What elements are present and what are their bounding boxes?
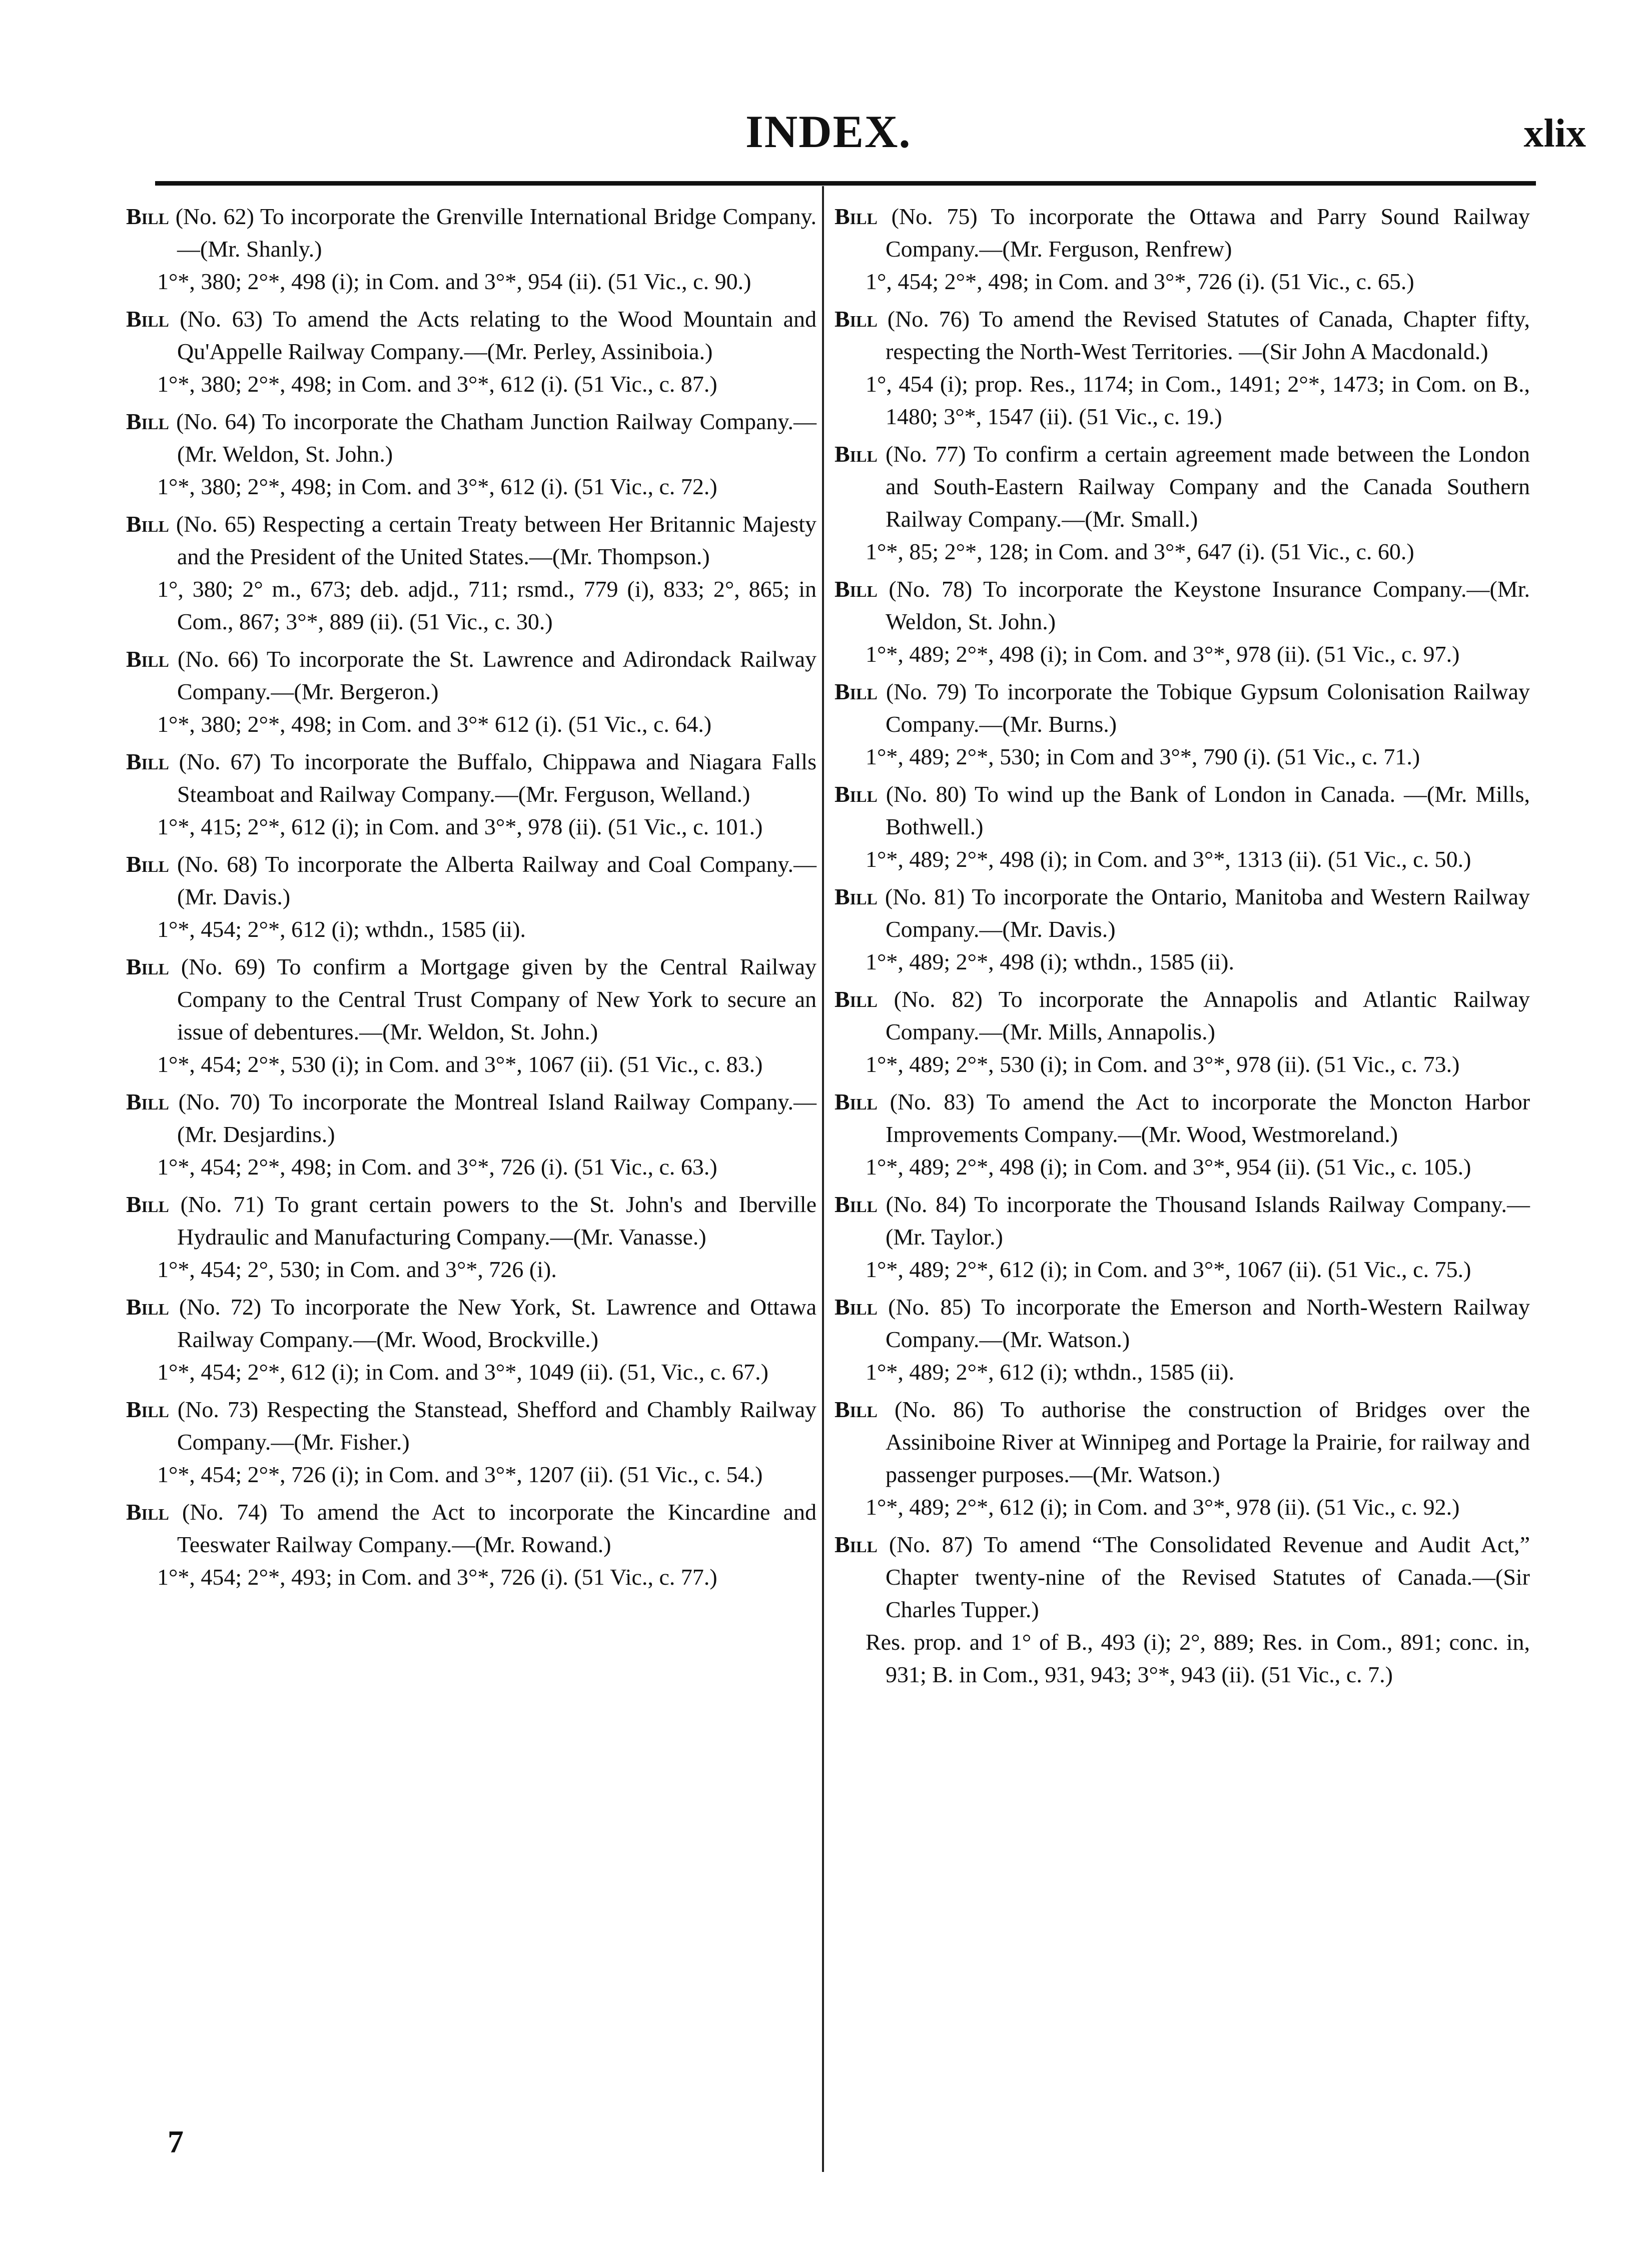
entry-title: (No. 81) To incorporate the Ontario, Manitoba and Western Railway Company.—(Mr. Davis.) bbox=[885, 884, 1530, 942]
bill-label: Bill bbox=[126, 749, 169, 774]
entry-title: (No. 77) To confirm a certain agreement made between the London and South-Eastern Railway Company and the Canada Southern Railway Company.—(Mr. Small.) bbox=[886, 441, 1530, 532]
index-entry bbox=[126, 848, 816, 945]
entry-title: (No. 85) To incorporate the Emerson and North-Western Railway Company.—(Mr. Watson.) bbox=[886, 1294, 1530, 1352]
entry-proceedings: 1°*, 454; 2°*, 498; in Com. and 3°*, 726 (i). (51 Vic., c. 63.) bbox=[157, 1154, 717, 1180]
entry-proceedings: Res. prop. and 1° of B., 493 (i); 2°, 889; Res. in Com., 891; conc. in, 931; B. in Com., 931, 943; 3°*, 943 (ii). (51 Vic., c. 7.) bbox=[866, 1629, 1530, 1687]
entry-heading bbox=[126, 200, 816, 265]
entry-heading bbox=[126, 405, 816, 470]
entry-heading bbox=[835, 983, 1530, 1048]
index-entry bbox=[835, 1188, 1530, 1286]
bill-label: Bill bbox=[126, 954, 169, 979]
entry-heading bbox=[126, 1496, 816, 1561]
index-entry bbox=[835, 1085, 1530, 1183]
entry-title: (No. 74) To amend the Act to incorporate the Kincardine and Teeswater Railway Company.—(Mr. Rowand.) bbox=[177, 1499, 816, 1557]
entry-title: (No. 72) To incorporate the New York, St. Lawrence and Ottawa Railway Company.—(Mr. Wood, Brockville.) bbox=[177, 1294, 817, 1352]
bill-label: Bill bbox=[126, 1499, 169, 1525]
index-entry bbox=[835, 1393, 1530, 1523]
index-entry bbox=[835, 303, 1530, 433]
index-entry bbox=[126, 643, 816, 740]
entry-title: (No. 83) To amend the Act to incorporate the Moncton Harbor Improvements Company.—(Mr. Wood, Westmoreland.) bbox=[886, 1089, 1530, 1147]
entry-title: (No. 63) To amend the Acts relating to the Wood Mountain and Qu'Appelle Railway Company.—(Mr. Perley, Assiniboia.) bbox=[177, 306, 816, 364]
entry-heading bbox=[126, 950, 816, 1048]
index-entry bbox=[835, 1528, 1530, 1691]
entry-proceedings: 1°*, 454; 2°*, 612 (i); in Com. and 3°*, 1049 (ii). (51, Vic., c. 67.) bbox=[157, 1359, 768, 1385]
entry-title: (No. 78) To incorporate the Keystone Insurance Company.—(Mr. Weldon, St. John.) bbox=[886, 576, 1530, 634]
left-column bbox=[126, 200, 816, 1598]
bill-label: Bill bbox=[835, 1397, 878, 1422]
entry-proceedings: 1°*, 85; 2°*, 128; in Com. and 3°*, 647 (i). (51 Vic., c. 60.) bbox=[866, 539, 1414, 564]
entry-heading bbox=[835, 438, 1530, 535]
entry-heading bbox=[835, 675, 1530, 740]
index-entry bbox=[126, 1085, 816, 1183]
index-entry bbox=[835, 200, 1530, 298]
entry-heading bbox=[126, 1393, 816, 1458]
bill-label: Bill bbox=[126, 1294, 169, 1320]
index-entry bbox=[835, 438, 1530, 568]
entry-title: (No. 80) To wind up the Bank of London in Canada. —(Mr. Mills, Bothwell.) bbox=[886, 781, 1530, 839]
bill-label: Bill bbox=[835, 576, 878, 602]
bill-label: Bill bbox=[835, 306, 878, 332]
entry-title: (No. 68) To incorporate the Alberta Railway and Coal Company.—(Mr. Davis.) bbox=[177, 851, 817, 909]
header-rule bbox=[155, 181, 1536, 186]
entry-proceedings: 1°*, 454; 2°, 530; in Com. and 3°*, 726 (i). bbox=[157, 1257, 557, 1282]
entry-heading bbox=[835, 1188, 1530, 1253]
entry-heading bbox=[126, 1188, 816, 1253]
index-entry bbox=[835, 880, 1530, 978]
entry-proceedings: 1°, 380; 2° m., 673; deb. adjd., 711; rsmd., 779 (i), 833; 2°, 865; in Com., 867; 3°*, 889 (ii). (51 Vic., c. 30.) bbox=[157, 576, 816, 634]
entry-proceedings: 1°*, 489; 2°*, 498 (i); wthdn., 1585 (ii). bbox=[866, 949, 1234, 974]
index-entry bbox=[126, 200, 816, 298]
index-entry bbox=[126, 1393, 816, 1491]
entry-heading bbox=[126, 1291, 816, 1356]
entry-proceedings: 1°*, 415; 2°*, 612 (i); in Com. and 3°*, 978 (ii). (51 Vic., c. 101.) bbox=[157, 814, 763, 839]
bill-label: Bill bbox=[126, 409, 169, 434]
entry-heading bbox=[835, 880, 1530, 945]
entry-proceedings: 1°*, 489; 2°*, 612 (i); wthdn., 1585 (ii). bbox=[866, 1359, 1234, 1385]
entry-proceedings: 1°*, 380; 2°*, 498 (i); in Com. and 3°*, 954 (ii). (51 Vic., c. 90.) bbox=[157, 269, 751, 294]
entry-title: (No. 79) To incorporate the Tobique Gypsum Colonisation Railway Company.—(Mr. Burns.) bbox=[886, 679, 1530, 737]
bill-label: Bill bbox=[835, 884, 878, 909]
entry-proceedings: 1°*, 489; 2°*, 530; in Com and 3°*, 790 (i). (51 Vic., c. 71.) bbox=[866, 744, 1420, 769]
entry-proceedings: 1°*, 454; 2°*, 493; in Com. and 3°*, 726 (i). (51 Vic., c. 77.) bbox=[157, 1564, 717, 1590]
entry-title: (No. 87) To amend “The Consolidated Revenue and Audit Act,” Chapter twenty-nine of the Revised Statutes of Canada.—(Sir Charles Tupper.) bbox=[886, 1532, 1530, 1622]
bill-label: Bill bbox=[835, 441, 878, 467]
entry-proceedings: 1°*, 489; 2°*, 498 (i); in Com. and 3°*, 978 (ii). (51 Vic., c. 97.) bbox=[866, 641, 1460, 667]
entry-heading bbox=[835, 1085, 1530, 1151]
entry-title: (No. 64) To incorporate the Chatham Junction Railway Company.—(Mr. Weldon, St. John.) bbox=[176, 409, 817, 467]
entry-heading bbox=[126, 508, 816, 573]
entry-heading bbox=[126, 1085, 816, 1151]
index-entry bbox=[126, 950, 816, 1080]
index-entry bbox=[835, 675, 1530, 773]
entry-proceedings: 1°, 454 (i); prop. Res., 1174; in Com., 1491; 2°*, 1473; in Com. on B., 1480; 3°*, 1547 (ii). (51 Vic., c. 19.) bbox=[866, 371, 1530, 429]
bill-label: Bill bbox=[126, 1089, 169, 1114]
entry-title: (No. 73) Respecting the Stanstead, Shefford and Chambly Railway Company.—(Mr. Fisher.) bbox=[177, 1397, 816, 1455]
entry-title: (No. 76) To amend the Revised Statutes of Canada, Chapter fifty, respecting the North-West Territories. —(Sir John A Macdonald.) bbox=[886, 306, 1530, 364]
index-entry bbox=[835, 778, 1530, 875]
entry-proceedings: 1°*, 489; 2°*, 498 (i); in Com. and 3°*, 1313 (ii). (51 Vic., c. 50.) bbox=[866, 846, 1471, 872]
right-column bbox=[835, 200, 1530, 1696]
entry-title: (No. 84) To incorporate the Thousand Islands Railway Company.—(Mr. Taylor.) bbox=[886, 1192, 1530, 1250]
entry-proceedings: 1°*, 489; 2°*, 612 (i); in Com. and 3°*, 978 (ii). (51 Vic., c. 92.) bbox=[866, 1494, 1460, 1520]
entry-proceedings: 1°*, 454; 2°*, 530 (i); in Com. and 3°*, 1067 (ii). (51 Vic., c. 83.) bbox=[157, 1051, 763, 1077]
bill-label: Bill bbox=[835, 1192, 878, 1217]
bill-label: Bill bbox=[126, 511, 169, 537]
entry-title: (No. 65) Respecting a certain Treaty between Her Britannic Majesty and the President of the United States.—(Mr. Thompson.) bbox=[176, 511, 816, 569]
index-entry bbox=[126, 1291, 816, 1388]
entry-heading bbox=[126, 848, 816, 913]
entry-proceedings: 1°*, 380; 2°*, 498; in Com. and 3°*, 612 (i). (51 Vic., c. 72.) bbox=[157, 474, 717, 499]
bill-label: Bill bbox=[835, 204, 878, 229]
bill-label: Bill bbox=[835, 1089, 878, 1114]
entry-title: (No. 69) To confirm a Mortgage given by the Central Railway Company to the Central Trust Company of New York to secure an issue of debentures.—(Mr. Weldon, St. John.) bbox=[177, 954, 816, 1044]
page-number: xlix bbox=[1523, 112, 1586, 156]
entry-heading bbox=[835, 573, 1530, 638]
entry-title: (No. 82) To incorporate the Annapolis and Atlantic Railway Company.—(Mr. Mills, Annapolis.) bbox=[886, 986, 1530, 1044]
entry-proceedings: 1°, 454; 2°*, 498; in Com. and 3°*, 726 (i). (51 Vic., c. 65.) bbox=[866, 269, 1414, 294]
entry-heading bbox=[835, 778, 1530, 843]
index-entry bbox=[126, 303, 816, 400]
entry-title: (No. 70) To incorporate the Montreal Island Railway Company.—(Mr. Desjardins.) bbox=[177, 1089, 817, 1147]
entry-heading bbox=[835, 1528, 1530, 1626]
entry-title: (No. 62) To incorporate the Grenville International Bridge Company.—(Mr. Shanly.) bbox=[175, 204, 817, 262]
bill-label: Bill bbox=[126, 1397, 169, 1422]
entry-heading bbox=[835, 303, 1530, 368]
index-entry bbox=[126, 1496, 816, 1593]
entry-title: (No. 71) To grant certain powers to the St. John's and Iberville Hydraulic and Manufacturing Company.—(Mr. Vanasse.) bbox=[177, 1192, 817, 1250]
index-entry bbox=[835, 983, 1530, 1080]
bill-label: Bill bbox=[126, 306, 169, 332]
entry-heading bbox=[835, 200, 1530, 265]
column-divider bbox=[822, 186, 824, 2172]
entry-heading bbox=[835, 1291, 1530, 1356]
entry-heading bbox=[126, 303, 816, 368]
index-entry bbox=[126, 745, 816, 843]
bill-label: Bill bbox=[126, 646, 169, 672]
index-entry bbox=[835, 573, 1530, 670]
entry-heading bbox=[126, 745, 816, 810]
bill-label: Bill bbox=[126, 204, 169, 229]
bill-label: Bill bbox=[835, 1294, 878, 1320]
bill-label: Bill bbox=[835, 1532, 878, 1557]
entry-proceedings: 1°*, 380; 2°*, 498; in Com. and 3°*, 612 (i). (51 Vic., c. 87.) bbox=[157, 371, 717, 397]
page-title: INDEX. bbox=[745, 106, 912, 157]
entry-proceedings: 1°*, 454; 2°*, 726 (i); in Com. and 3°*, 1207 (ii). (51 Vic., c. 54.) bbox=[157, 1462, 763, 1487]
bill-label: Bill bbox=[835, 986, 878, 1012]
bill-label: Bill bbox=[835, 781, 878, 807]
entry-heading bbox=[835, 1393, 1530, 1491]
signature-mark: 7 bbox=[168, 2124, 184, 2159]
bill-label: Bill bbox=[126, 1192, 169, 1217]
entry-title: (No. 67) To incorporate the Buffalo, Chippawa and Niagara Falls Steamboat and Railway Company.—(Mr. Ferguson, Welland.) bbox=[177, 749, 816, 807]
index-entry bbox=[126, 1188, 816, 1286]
bill-label: Bill bbox=[126, 851, 169, 877]
entry-heading bbox=[126, 643, 816, 708]
entry-title: (No. 86) To authorise the construction of Bridges over the Assiniboine River at Winnipeg and Portage la Prairie, for railway and passenger purposes.—(Mr. Watson.) bbox=[886, 1397, 1530, 1487]
index-entry bbox=[126, 405, 816, 503]
entry-title: (No. 66) To incorporate the St. Lawrence and Adirondack Railway Company.—(Mr. Bergeron.) bbox=[177, 646, 817, 704]
entry-proceedings: 1°*, 380; 2°*, 498; in Com. and 3°* 612 (i). (51 Vic., c. 64.) bbox=[157, 711, 712, 737]
entry-proceedings: 1°*, 489; 2°*, 612 (i); in Com. and 3°*, 1067 (ii). (51 Vic., c. 75.) bbox=[866, 1257, 1471, 1282]
entry-proceedings: 1°*, 489; 2°*, 498 (i); in Com. and 3°*, 954 (ii). (51 Vic., c. 105.) bbox=[866, 1154, 1471, 1180]
entry-proceedings: 1°*, 489; 2°*, 530 (i); in Com. and 3°*, 978 (ii). (51 Vic., c. 73.) bbox=[866, 1051, 1460, 1077]
bill-label: Bill bbox=[835, 679, 878, 704]
index-entry bbox=[835, 1291, 1530, 1388]
entry-title: (No. 75) To incorporate the Ottawa and Parry Sound Railway Company.—(Mr. Ferguson, Renfrew) bbox=[886, 204, 1530, 262]
entry-proceedings: 1°*, 454; 2°*, 612 (i); wthdn., 1585 (ii). bbox=[157, 916, 526, 942]
index-entry bbox=[126, 508, 816, 638]
